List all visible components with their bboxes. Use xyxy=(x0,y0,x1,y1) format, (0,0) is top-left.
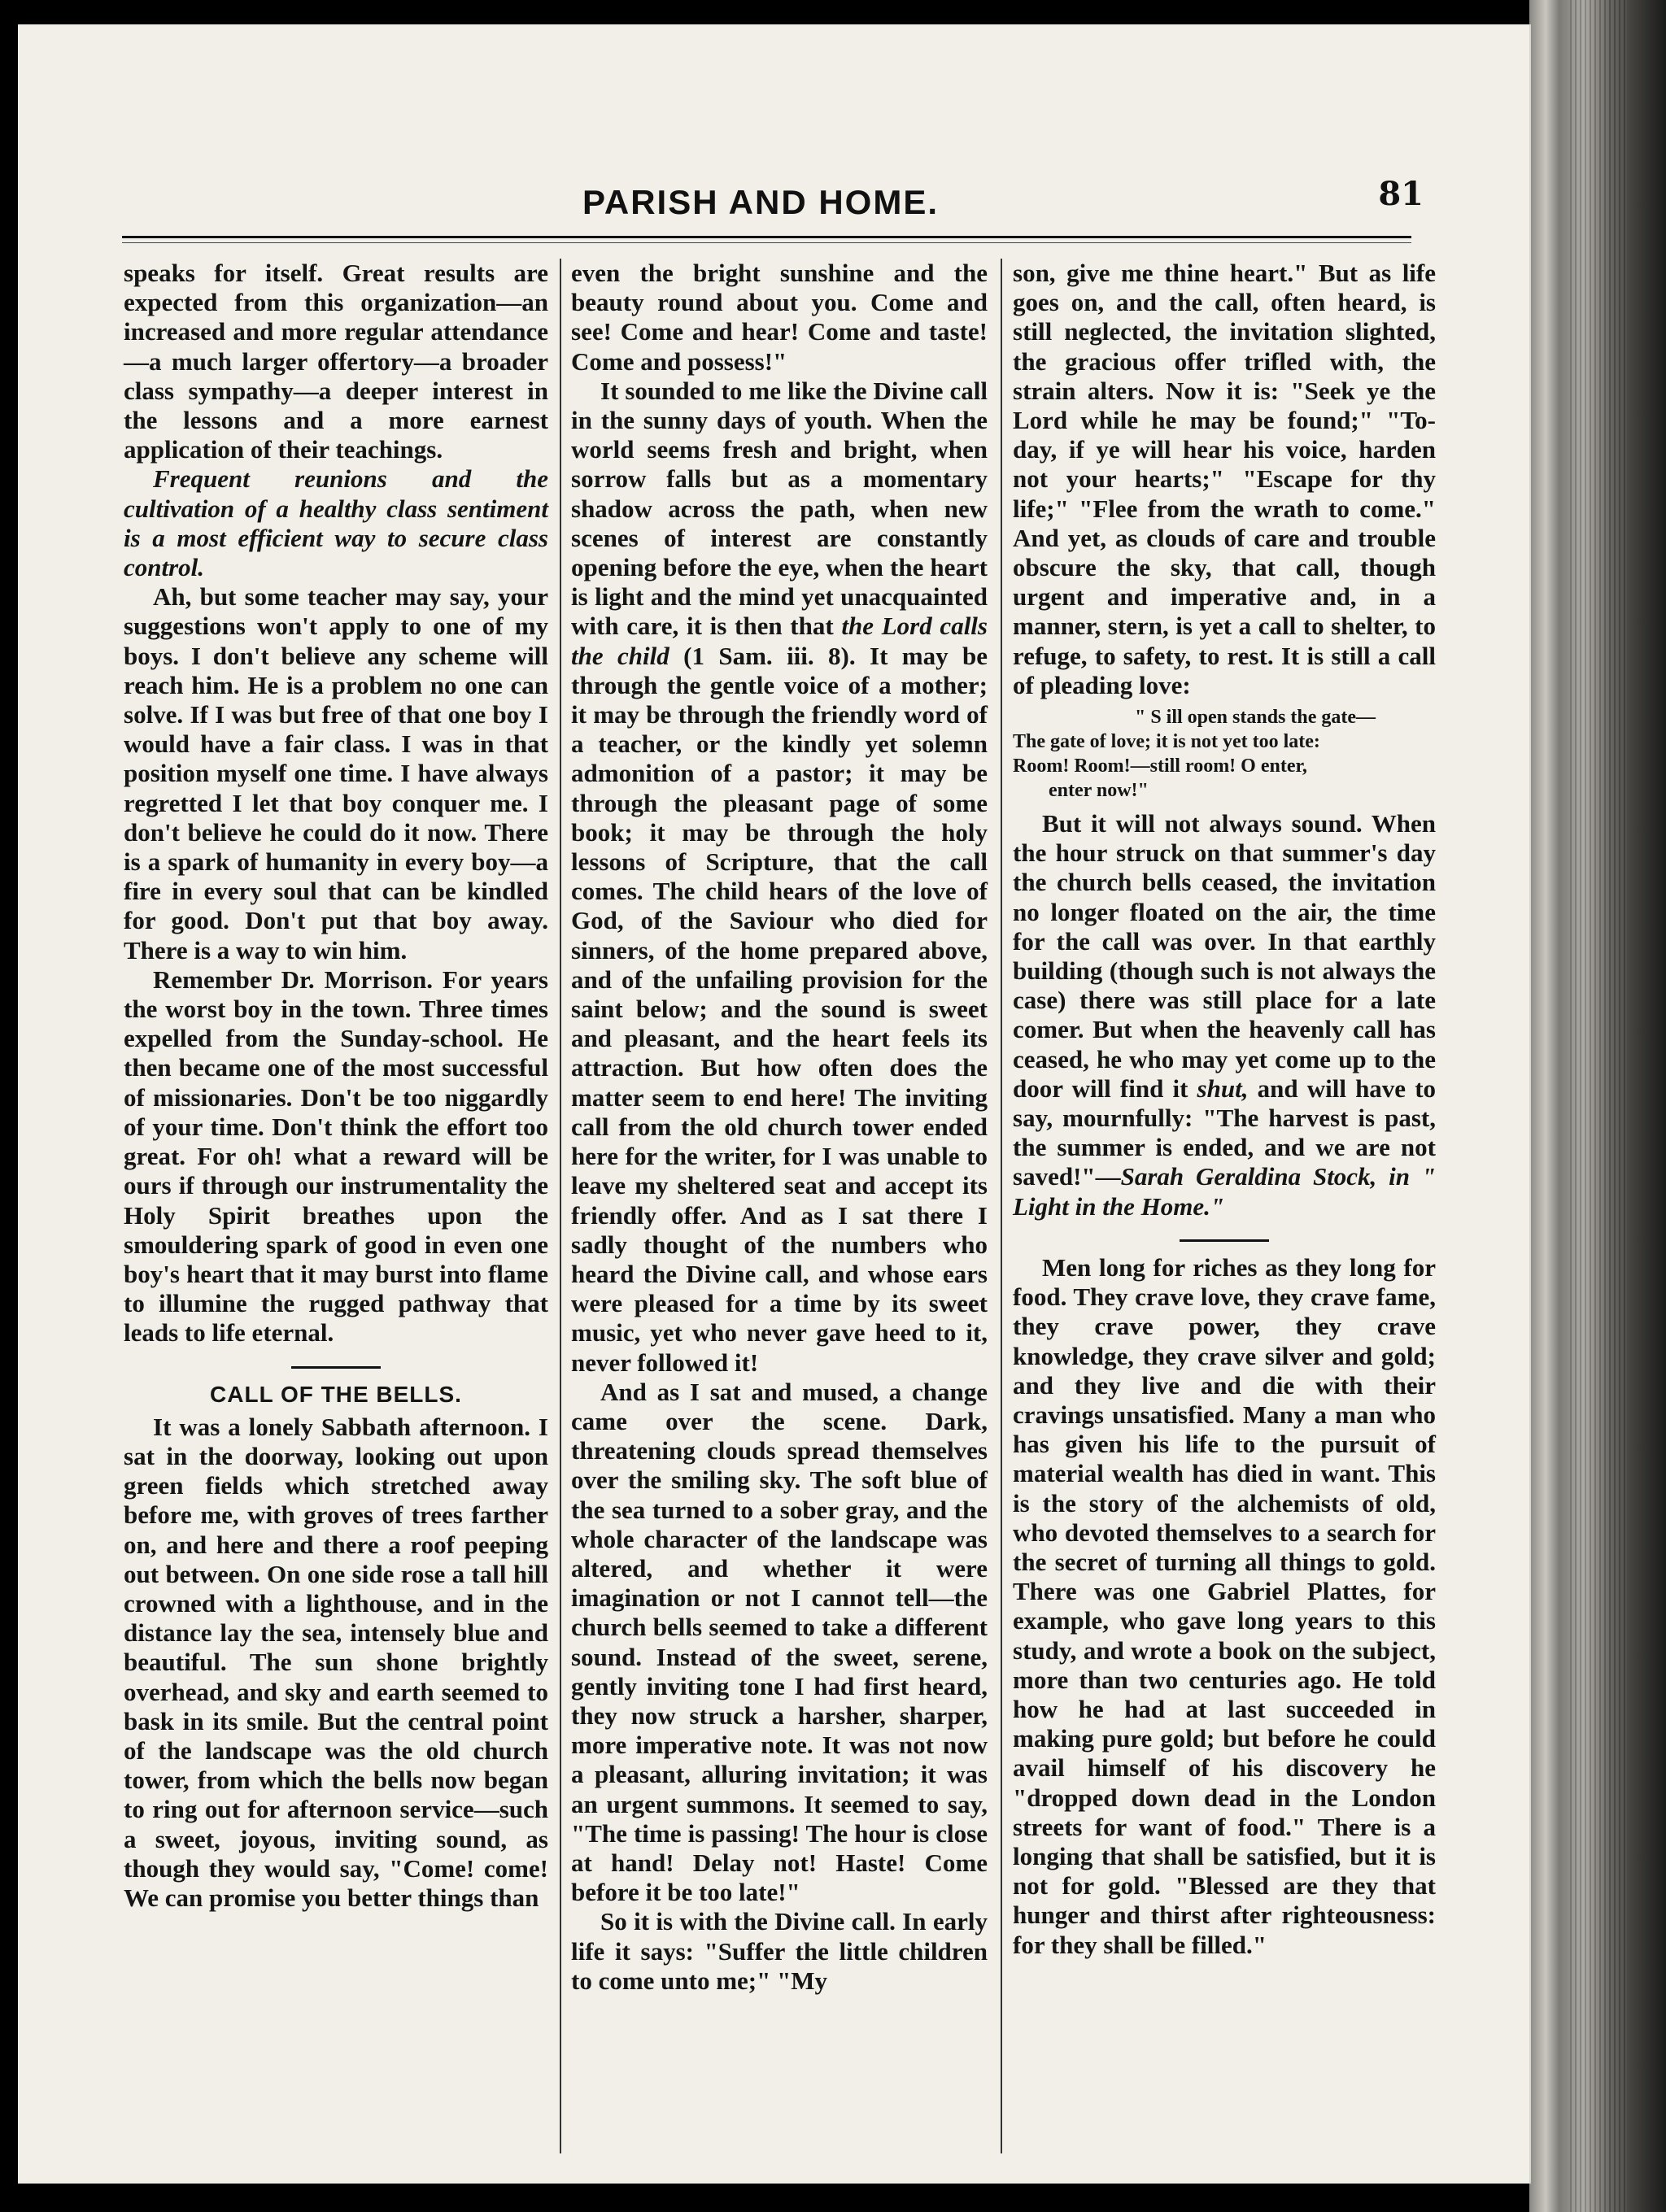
header-rule xyxy=(122,236,1411,238)
paragraph: Ah, but some teacher may say, your suggestions won't apply to one of my boys. I don't believe any scheme will reach him. He is a problem no one can solve. If I was but free of that one boy I would have a fair class. I was in that position myself one time. I have always regretted I let that boy conquer me. I don't believe he could do it now. There is a spark of humanity in every boy—a fire in every soul that can be kindled for good. Don't put that boy away. There is a way to win him. xyxy=(124,582,548,964)
verse-line: enter now!" xyxy=(1049,780,1149,802)
paragraph: even the bright sunshine and the beauty round about you. Come and see! Come and hear! Come and taste! Come and possess!" xyxy=(571,259,988,376)
paragraph-text: But it will not always sound. When the hour struck on that summer's day the church bells ceased, the invitation no longer floated on the air, the time for the call was over. In that earthly building (though such is not always the case) there was still place for a late comer. But when the heavenly call has ceased, he who may yet come up to the door will find it xyxy=(1013,809,1436,1103)
header-rule-thin xyxy=(122,242,1411,243)
paragraph: Men long for riches as they long for food. They crave love, they crave fame, they crave power, they crave knowledge, they crave silver and gold; and they live and die with their cravings unsatisfied. Many a man who has given his life to the pursuit of material wealth has died in want. This is the story of the alchemists of old, who devoted themselves to a search for the secret of turning all things to gold. There was one Gabriel Plattes, for example, who gave long years to this study, and wrote a book on the subject, more than two centuries ago. He told how he had at last succeeded in making pure gold; but before he could avail himself of his discovery he "dropped down dead in the London streets for want of food." There is a longing that shall be satisfied, but it is not for gold. "Blessed are they that hunger and thirst after righteousness: for they shall be filled." xyxy=(1013,1252,1436,1959)
verse-line: The gate of love; it is not yet too late: xyxy=(1013,731,1320,753)
column-divider-1 xyxy=(560,259,561,2153)
paragraph xyxy=(571,377,988,1378)
column-middle xyxy=(571,259,988,1996)
paragraph: Remember Dr. Morrison. For years the worst boy in the town. Three times expelled from the Sunday-school. He then became one of the most successful of missionaries. Don't be too niggardly of your time. Don't think the effort too great. For oh! what a reward will be ours if through our instrumentality the Holy Spirit breathes upon the smouldering spark of good in even one boy's heart that it may burst into flame to illumine the rugged pathway that leads to life eternal. xyxy=(124,964,548,1348)
page-number: 81 xyxy=(1378,175,1424,213)
running-head: PARISH AND HOME. xyxy=(582,183,939,221)
paragraph xyxy=(1013,809,1436,1221)
paragraph-text: It sounded to me like the Divine call in the sunny days of youth. When the world seems fresh and bright, when sorrow falls but as a momentary shadow across the path, when new scenes of interest are constantly opening before the eye, when the heart is light and the mind yet unacquainted with care, it is then that xyxy=(571,376,988,641)
section-separator xyxy=(291,1366,381,1369)
column-left xyxy=(124,259,548,1913)
column-divider-2 xyxy=(1001,259,1002,2153)
section-separator xyxy=(1180,1239,1269,1242)
verse-line: Room! Room!—still room! O enter, xyxy=(1013,755,1307,777)
page-header xyxy=(106,175,1424,232)
section-title: CALL OF THE BELLS. xyxy=(210,1381,462,1407)
verse-line: " S ill open stands the gate— xyxy=(1135,707,1376,729)
paragraph-text: (1 Sam. iii. 8). It may be through the gentle voice of a mother; it may be through the friendly word of a teacher, or the kindly yet solemn admonition of a pastor; it may be through the pleasant page of some book; it may be through the holy lessons of Scripture, that the call comes. The child hears of the love of God, of the Saviour who died for sinners, of the home prepared above, and of the unfailing provision for the saint below; and the sound is sweet and pleasant, and the heart feels its attraction. But how often does the matter seem to end here! The inviting call from the old church tower ended here for the writer, for I was unable to leave my sheltered seat and accept its friendly offer. And as I sat there I sadly thought of the numbers who heard the Divine call, and whose ears were pleased for a time by its sweet music, yet who never gave heed to it, never followed it! xyxy=(571,641,988,1377)
paragraph: son, give me thine heart." But as life goes on, and the call, often heard, is still neglected, the invitation slighted, the gracious offer trifled with, the strain alters. Now it is: "Seek ye the Lord while he may be found;" "To-day, if ye will hear his voice, harden not your hearts;" "Escape for thy life;" "Flee from the wrath to come." And yet, as clouds of care and trouble obscure the sky, that call, though urgent and imperative and, in a manner, stern, is yet a call to shelter, to refuge, to safety, to rest. It is still a call of pleading love: xyxy=(1013,259,1436,699)
italic-paragraph: Frequent reunions and the cultivation of a healthy class sentiment is a most efficient way to secure class control. xyxy=(124,464,548,582)
paragraph: speaks for itself. Great results are expected from this organization—an increased and more regular attendance—a much larger offertory—a broader class sympathy—a deeper interest in the lessons and a more earnest application of their teachings. xyxy=(124,259,548,464)
column-right xyxy=(1013,259,1436,1960)
paragraph: It was a lonely Sabbath afternoon. I sat in the doorway, looking out upon green fields which stretched away before me, with groves of trees farther on, and here and there a roof peeping out between. On one side rose a tall hill crowned with a lighthouse, and in the distance lay the sea, intensely blue and beautiful. The sun shone brightly overhead, and sky and earth seemed to bask in its smile. But the central point of the landscape was the old church tower, from which the bells now began to ring out for afternoon service—such a sweet, joyous, inviting sound, as though they would say, "Come! come! We can promise you better things than xyxy=(124,1412,548,1912)
paragraph-text: and will have to say, mournfully: "The harvest is past, the summer is ended, and we are not saved!"— xyxy=(1013,1073,1437,1191)
attribution: Sarah Geraldina Stock, in " Light in the Home." xyxy=(1013,1162,1436,1221)
italic-phrase: the Lord calls the child xyxy=(571,612,988,670)
page-edges xyxy=(1570,0,1627,2212)
verse-quote xyxy=(1013,705,1436,803)
paragraph: And as I sat and mused, a change came over the scene. Dark, threatening clouds spread themselves over the smiling sky. The soft blue of the sea turned to a sober gray, and the whole character of the landscape was altered, and whether it were imagination or not I cannot tell—the church bells seemed to take a different sound. Instead of the sweet, serene, gently inviting tone I had first heard, they now struck a harsher, sharper, more imperative note. It was not now a pleasant, alluring invitation; it was an urgent summons. It seemed to say, "The time is passing! The hour is close at hand! Delay not! Haste! Come before it be too late!" xyxy=(571,1377,988,1907)
italic-word: shut, xyxy=(1197,1073,1249,1103)
paragraph: So it is with the Divine call. In early life it says: "Suffer the little children to come unto me;" "My xyxy=(571,1907,988,1995)
